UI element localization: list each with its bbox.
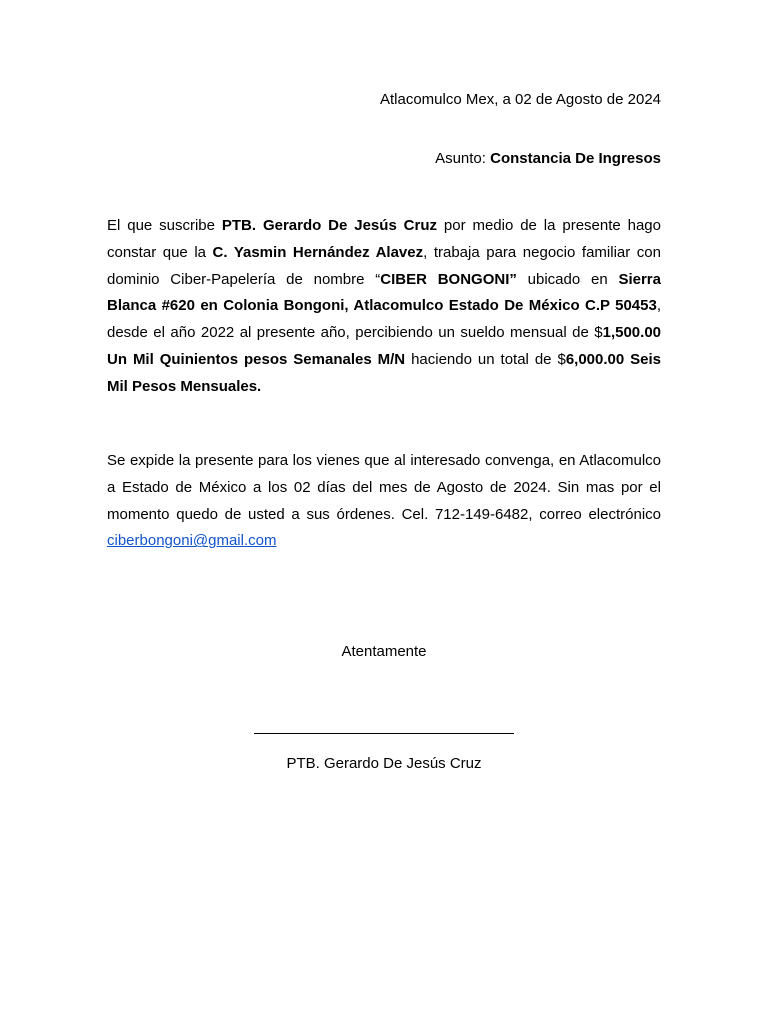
business-name: CIBER BONGONI”	[380, 270, 517, 288]
closing: Atentamente	[341, 643, 427, 660]
subject-line	[435, 149, 661, 169]
body-paragraph-1	[107, 213, 661, 401]
p1-text-2: por medio de la presente hago constar que la	[107, 217, 661, 261]
email-link[interactable]: ciberbongoni@gmail.com	[107, 532, 277, 550]
date-line: Atlacomulco Mex, a 02 de Agosto de 2024	[379, 91, 661, 108]
p1-text-5: , desde el año 2022 al presente año, percibiendo un sueldo mensual de $	[107, 297, 661, 342]
business-address: Sierra Blanca #620 en Colonia Bongoni, Atlacomulco Estado De México C.P 50453	[107, 270, 661, 315]
employee-name: C. Yasmin Hernández Alavez	[212, 243, 424, 261]
p2-text: Se expide la presente para los vienes que al interesado convenga, en Atlacomulco a Estado de México a los 02 días del mes de Agosto de 2024. Sin mas por el momento quedo de usted a sus órdenes. Cel. 712-149-6482, correo electrónico	[107, 452, 661, 523]
p1-text-4: ubicado en	[516, 270, 619, 288]
subject-label: Asunto:	[435, 150, 491, 167]
weekly-salary: 1,500.00 Un Mil Quinientos pesos Semanales M/N	[107, 324, 661, 368]
signature-name: PTB. Gerardo De Jesús Cruz	[286, 755, 482, 772]
signature-line	[254, 733, 514, 734]
p1-text-3: , trabaja para negocio familiar con dominio Ciber-Papelería de nombre “	[107, 243, 661, 288]
issuer-name: PTB. Gerardo De Jesús Cruz	[221, 217, 438, 234]
p1-text-6: haciendo un total de $	[405, 350, 566, 368]
subject-value: Constancia De Ingresos	[490, 150, 661, 167]
p1-text-1: El que suscribe	[107, 217, 222, 234]
body-paragraph-2	[107, 448, 661, 555]
monthly-total: 6,000.00 Seis Mil Pesos Mensuales.	[107, 350, 662, 395]
